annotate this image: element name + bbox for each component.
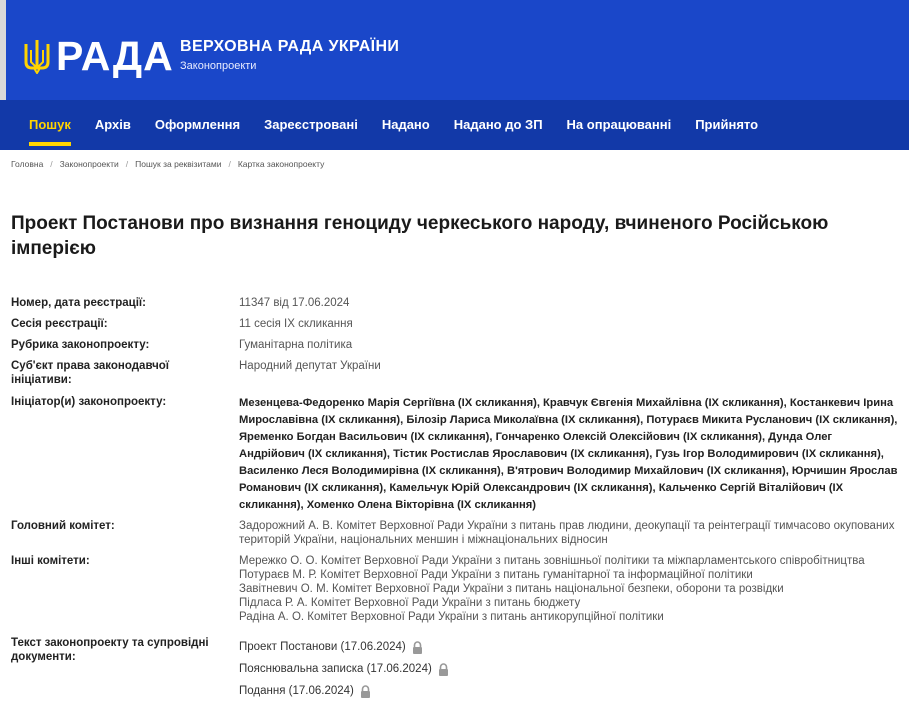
site-header: [0, 0, 909, 100]
value-session: 11 сесія IX скликання: [239, 318, 353, 330]
document-item: [239, 636, 901, 658]
nav-item[interactable]: На опрацюванні: [566, 117, 672, 132]
row-documents: [11, 636, 901, 702]
nav-item[interactable]: Прийнято: [695, 117, 759, 132]
site-subtitle: Законопроекти: [180, 60, 257, 72]
document-link[interactable]: Подання (17.06.2024): [239, 685, 354, 697]
value-subject: Народний депутат України: [239, 360, 381, 372]
committee-item: Мережко О. О. Комітет Верховної Ради України з питань зовнішньої політики та міжпарламентського співробітництва: [239, 555, 865, 567]
label-rubric: Рубрика законопроекту:: [11, 339, 150, 351]
value-documents: [239, 636, 901, 702]
breadcrumb-separator: /: [228, 159, 231, 169]
site-title: [180, 38, 399, 72]
nav-item[interactable]: Зареєстровані: [264, 117, 358, 132]
value-initiators: Мезенцева-Федоренко Марія Сергіївна (IX скликання), Кравчук Євгенія Михайлівна (IX скликання), Костанкевич Ірина Мирославівна (IX скликання), Білозір Лариса Миколаївна (IX скликання), Потураєв Микита Русланович (IX скликання), Яременко Богдан Васильович (IX скликання), Гончаренко Олексій Олексійович (IX скликання), Дунда Олег Андрійович (IX скликання), Тістик Ростислав Ярославович (IX скликання), Гузь Ігор Володимирович (IX скликання), Василенко Леся Володимирівна (IX скликання), В'ятрович Володимир Михайлович (IX скликання), Юрчишин Ярослав Романович (IX скликання), Камельчук Юрій Олександрович (IX скликання), Кальченко Сергій Віталійович (IX скликання), Хоменко Олена Вікторівна (IX скликання): [239, 397, 898, 511]
breadcrumb: [11, 159, 324, 169]
lock-icon: [360, 685, 371, 698]
nav-item[interactable]: Надано до ЗП: [453, 117, 543, 132]
row-other-committees: [11, 554, 901, 636]
document-link[interactable]: Проект Постанови (17.06.2024): [239, 641, 406, 653]
committee-item: Потураєв М. Р. Комітет Верховної Ради України з питань гуманітарної та інформаційної політики: [239, 569, 753, 581]
document-item: [239, 658, 901, 680]
committee-item: Радіна А. О. Комітет Верховної Ради України з питань антикорупційної політики: [239, 611, 664, 623]
breadcrumb-link[interactable]: Законопроекти: [59, 159, 119, 169]
document-item: [239, 680, 901, 702]
nav-item[interactable]: Оформлення: [154, 117, 241, 132]
row-session: [11, 317, 901, 338]
site-logo[interactable]: [24, 33, 174, 79]
value-number: 11347 від 17.06.2024: [239, 297, 350, 309]
breadcrumb-link[interactable]: Пошук за реквізитами: [135, 159, 222, 169]
nav-item[interactable]: Надано: [381, 117, 430, 132]
trident-icon: [24, 38, 50, 74]
value-other-committees: [239, 554, 901, 636]
nav-item[interactable]: Архів: [94, 117, 131, 132]
site-title-text: ВЕРХОВНА РАДА УКРАЇНИ: [180, 38, 400, 55]
breadcrumb-link[interactable]: Головна: [11, 159, 44, 169]
lock-icon: [438, 663, 449, 676]
label-main-committee: Головний комітет:: [11, 520, 115, 532]
lock-icon: [412, 641, 423, 654]
breadcrumb-separator: /: [125, 159, 129, 169]
label-initiators: Ініціатор(и) законопроекту:: [11, 396, 167, 408]
value-rubric: Гуманітарна політика: [239, 339, 353, 351]
row-main-committee: [11, 519, 901, 554]
value-main-committee: Задорожний А. В. Комітет Верховної Ради України з питань прав людини, деокупації та реінтеграції тимчасово окупованих територій України, національних меншин і міжнаціональних відносин: [239, 520, 895, 546]
header-edge: [0, 0, 6, 100]
main-nav: [0, 100, 909, 150]
label-subject: Суб'єкт права законодавчої ініціативи:: [11, 360, 170, 386]
row-rubric: [11, 338, 901, 359]
committee-item: Підласа Р. А. Комітет Верховної Ради України з питань бюджету: [239, 597, 581, 609]
label-session: Сесія реєстрації:: [11, 318, 108, 330]
row-initiators: [11, 395, 901, 519]
document-link[interactable]: Пояснювальна записка (17.06.2024): [239, 663, 432, 675]
logo-wordmark: РАДА: [56, 33, 174, 79]
row-number: [11, 296, 901, 317]
breadcrumb-link[interactable]: Картка законопроекту: [237, 159, 325, 169]
breadcrumb-separator: /: [50, 159, 53, 169]
label-other-committees: Інші комітети:: [11, 555, 90, 567]
page-title: Проект Постанови про визнання геноциду черкеського народу, вчиненого Російською імперією: [11, 213, 829, 259]
label-number: Номер, дата реєстрації:: [11, 297, 146, 309]
row-subject: [11, 359, 901, 395]
label-documents: Текст законопроекту та супровідні документи:: [11, 637, 209, 663]
committee-item: Завітневич О. М. Комітет Верховної Ради України з питань національної безпеки, оборони та розвідки: [239, 583, 784, 595]
bill-details: [11, 296, 901, 702]
nav-item[interactable]: Пошук: [17, 100, 83, 150]
